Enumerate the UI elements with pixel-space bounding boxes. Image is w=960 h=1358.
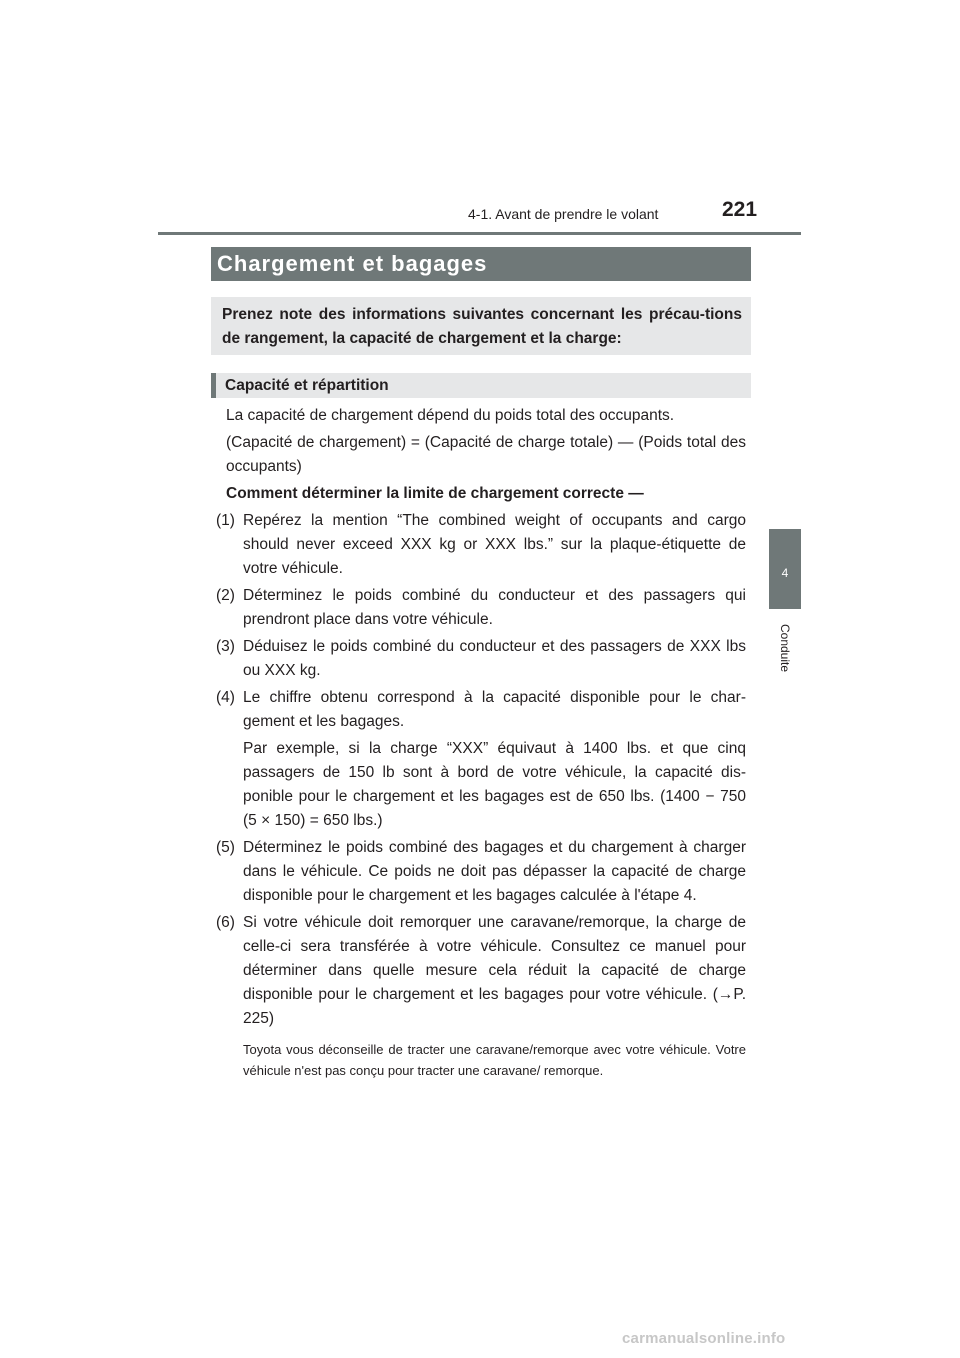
step-number: (3) — [216, 638, 235, 655]
chapter-tab-number: 4 — [781, 566, 789, 580]
step-text: Si votre véhicule doit remorquer une caravane/remorque, la charge de celle-ci sera transférée à votre véhicule. Consultez ce manuel pour déterminer dans quelle mesure cela réduit la capacité de charge disponible pour le chargement et les bagages pour votre véhicule. (→P. 225) — [243, 914, 746, 1027]
paragraph-formula: (Capacité de chargement) = (Capacité de charge totale) — (Poids total des occupants) — [226, 434, 746, 475]
subsection-bar-accent — [211, 373, 216, 398]
body-content — [211, 404, 746, 1081]
towing-note: Toyota vous déconseille de tracter une caravane/remorque avec votre véhicule. Votre véhicule n'est pas conçu pour tracter une caravane/ remorque. — [243, 1042, 746, 1078]
section-title: Chargement et bagages — [217, 251, 488, 276]
chapter-tab-label: Conduite — [778, 623, 792, 673]
example-paragraph: Par exemple, si la charge “XXX” équivaut à 1400 lbs. et que cinq passagers de 150 lb sont à bord de votre véhicule, la capacité dis-ponible pour le chargement et les bagages est de 650 lbs. (1400 − 750 (5 × 150) = 650 lbs.) — [243, 740, 746, 829]
step-number: (5) — [216, 839, 235, 856]
step-text: Le chiffre obtenu correspond à la capacité disponible pour le char-gement et les bagages. — [243, 689, 746, 730]
intro-text: Prenez note des informations suivantes concernant les précau-tions de rangement, la capacité de chargement et la charge: — [222, 306, 742, 347]
step-number: (2) — [216, 587, 235, 604]
step-number: (6) — [216, 914, 235, 931]
step-item — [211, 509, 746, 581]
step-text: Repérez la mention “The combined weight of occupants and cargo should never exceed XXX kg or XXX lbs.” sur la plaque-étiquette de votre véhicule. — [243, 512, 746, 577]
header-divider — [158, 232, 801, 235]
watermark-footer: carmanualsonline.info — [622, 1330, 786, 1347]
step-item — [211, 836, 746, 908]
subsection-title: Capacité et répartition — [225, 377, 389, 394]
step-number: (1) — [216, 512, 235, 529]
step-number: (4) — [216, 689, 235, 706]
header-section-title: 4-1. Avant de prendre le volant — [468, 206, 659, 222]
step-item — [211, 635, 746, 683]
step-text: Déterminez le poids combiné du conducteur et des passagers qui prendront place dans votre véhicule. — [243, 587, 746, 628]
paragraph-capacity: La capacité de chargement dépend du poids total des occupants. — [226, 407, 675, 424]
page-number: 221 — [722, 198, 758, 221]
step-text: Déduisez le poids combiné du conducteur et des passagers de XXX lbs ou XXX kg. — [243, 638, 746, 679]
step-item — [211, 584, 746, 632]
paragraph-howto-heading: Comment déterminer la limite de chargement correcte — — [226, 485, 644, 502]
step-item — [211, 686, 746, 734]
step-text: Déterminez le poids combiné des bagages et du chargement à charger dans le véhicule. Ce poids ne doit pas dépasser la capacité de charge disponible pour le chargement et les bagages calculée à l'étape 4. — [243, 839, 746, 904]
step-item — [211, 911, 746, 1031]
